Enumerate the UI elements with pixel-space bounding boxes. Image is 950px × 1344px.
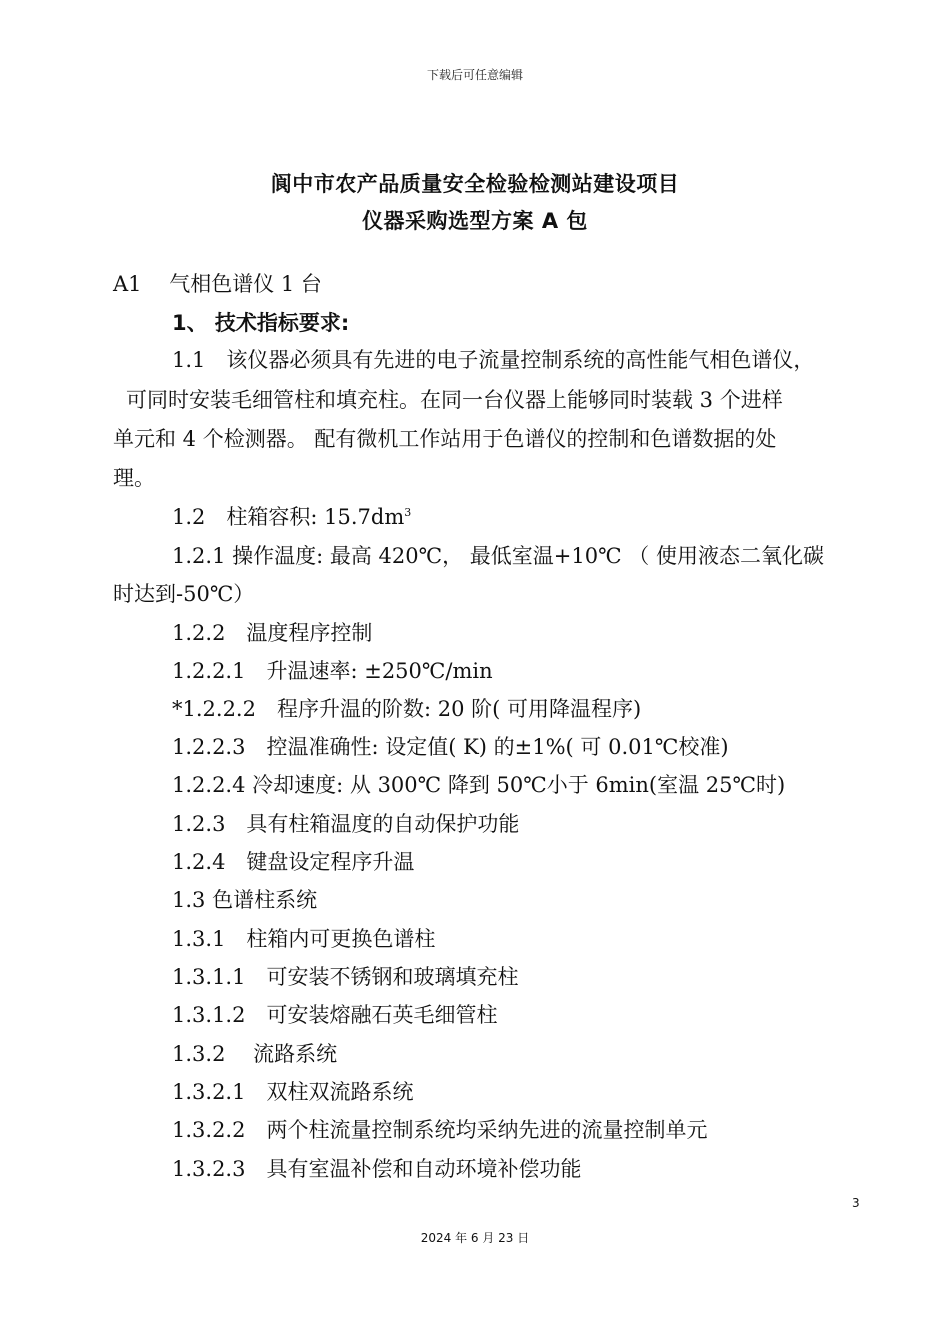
section-subheading: 1、 技术指标要求: (172, 311, 350, 335)
list-item: 1.3.2 流路系统 (172, 1042, 338, 1066)
list-item: 1.2.3 具有柱箱温度的自动保护功能 (172, 812, 520, 836)
item-1-2 (172, 503, 411, 531)
document-title-line-2: 仪器采购选型方案 A 包 (362, 209, 588, 233)
paragraph-line: 可同时安装毛细管柱和填充柱。在同一台仪器上能够同时装载 3 个进样 (126, 388, 783, 412)
list-item: 1.2.2 温度程序控制 (172, 621, 373, 645)
item-line: 1.2.1 操作温度: 最高 420℃， 最低室温+10℃ （ 使用液态二氧化碳 (172, 544, 824, 568)
list-item: 1.3.1.1 可安装不锈钢和玻璃填充柱 (172, 965, 519, 989)
list-item: 1.3.2.2 两个柱流量控制系统均采纳先进的流量控制单元 (172, 1118, 708, 1142)
list-item: 1.2.2.4 冷却速度: 从 300℃ 降到 50℃小于 6min(室温 25℃时) (172, 773, 786, 797)
item-line: 时达到-50℃） (113, 582, 255, 606)
list-item: 1.3.2.1 双柱双流路系统 (172, 1080, 414, 1104)
paragraph-line: 理。 (113, 466, 155, 490)
list-item: 1.2.2.1 升温速率: ±250℃/min (172, 659, 493, 683)
list-item: 1.3.2.3 具有室温补偿和自动环境补偿功能 (172, 1157, 582, 1181)
section-heading: A1 气相色谱仪 1 台 (113, 272, 322, 296)
page-header: 下载后可任意编辑 (426, 68, 523, 82)
superscript: 3 (404, 506, 412, 519)
document-title-line-1: 阆中市农产品质量安全检验检测站建设项目 (270, 172, 680, 196)
list-item: 1.2.2.3 控温准确性: 设定值( K) 的±1%( 可 0.01℃校准) (172, 735, 729, 759)
list-item: *1.2.2.2 程序升温的阶数: 20 阶( 可用降温程序) (172, 697, 642, 721)
paragraph-line: 1.1 该仪器必须具有先进的电子流量控制系统的高性能气相色谱仪， (172, 348, 815, 372)
item-text: 1.2 柱箱容积: 15.7dm (172, 505, 405, 529)
list-item: 1.3.1.2 可安装熔融石英毛细管柱 (172, 1003, 498, 1027)
paragraph-line: 单元和 4 个检测器。 配有微机工作站用于色谱仪的控制和色谱数据的处 (113, 427, 777, 451)
footer-date: 2024 年 6 月 23 日 (420, 1231, 530, 1245)
list-item: 1.2.4 键盘设定程序升温 (172, 850, 415, 874)
list-item: 1.3 色谱柱系统 (172, 888, 318, 912)
list-item: 1.3.1 柱箱内可更换色谱柱 (172, 927, 436, 951)
page-number: 3 (852, 1196, 860, 1210)
